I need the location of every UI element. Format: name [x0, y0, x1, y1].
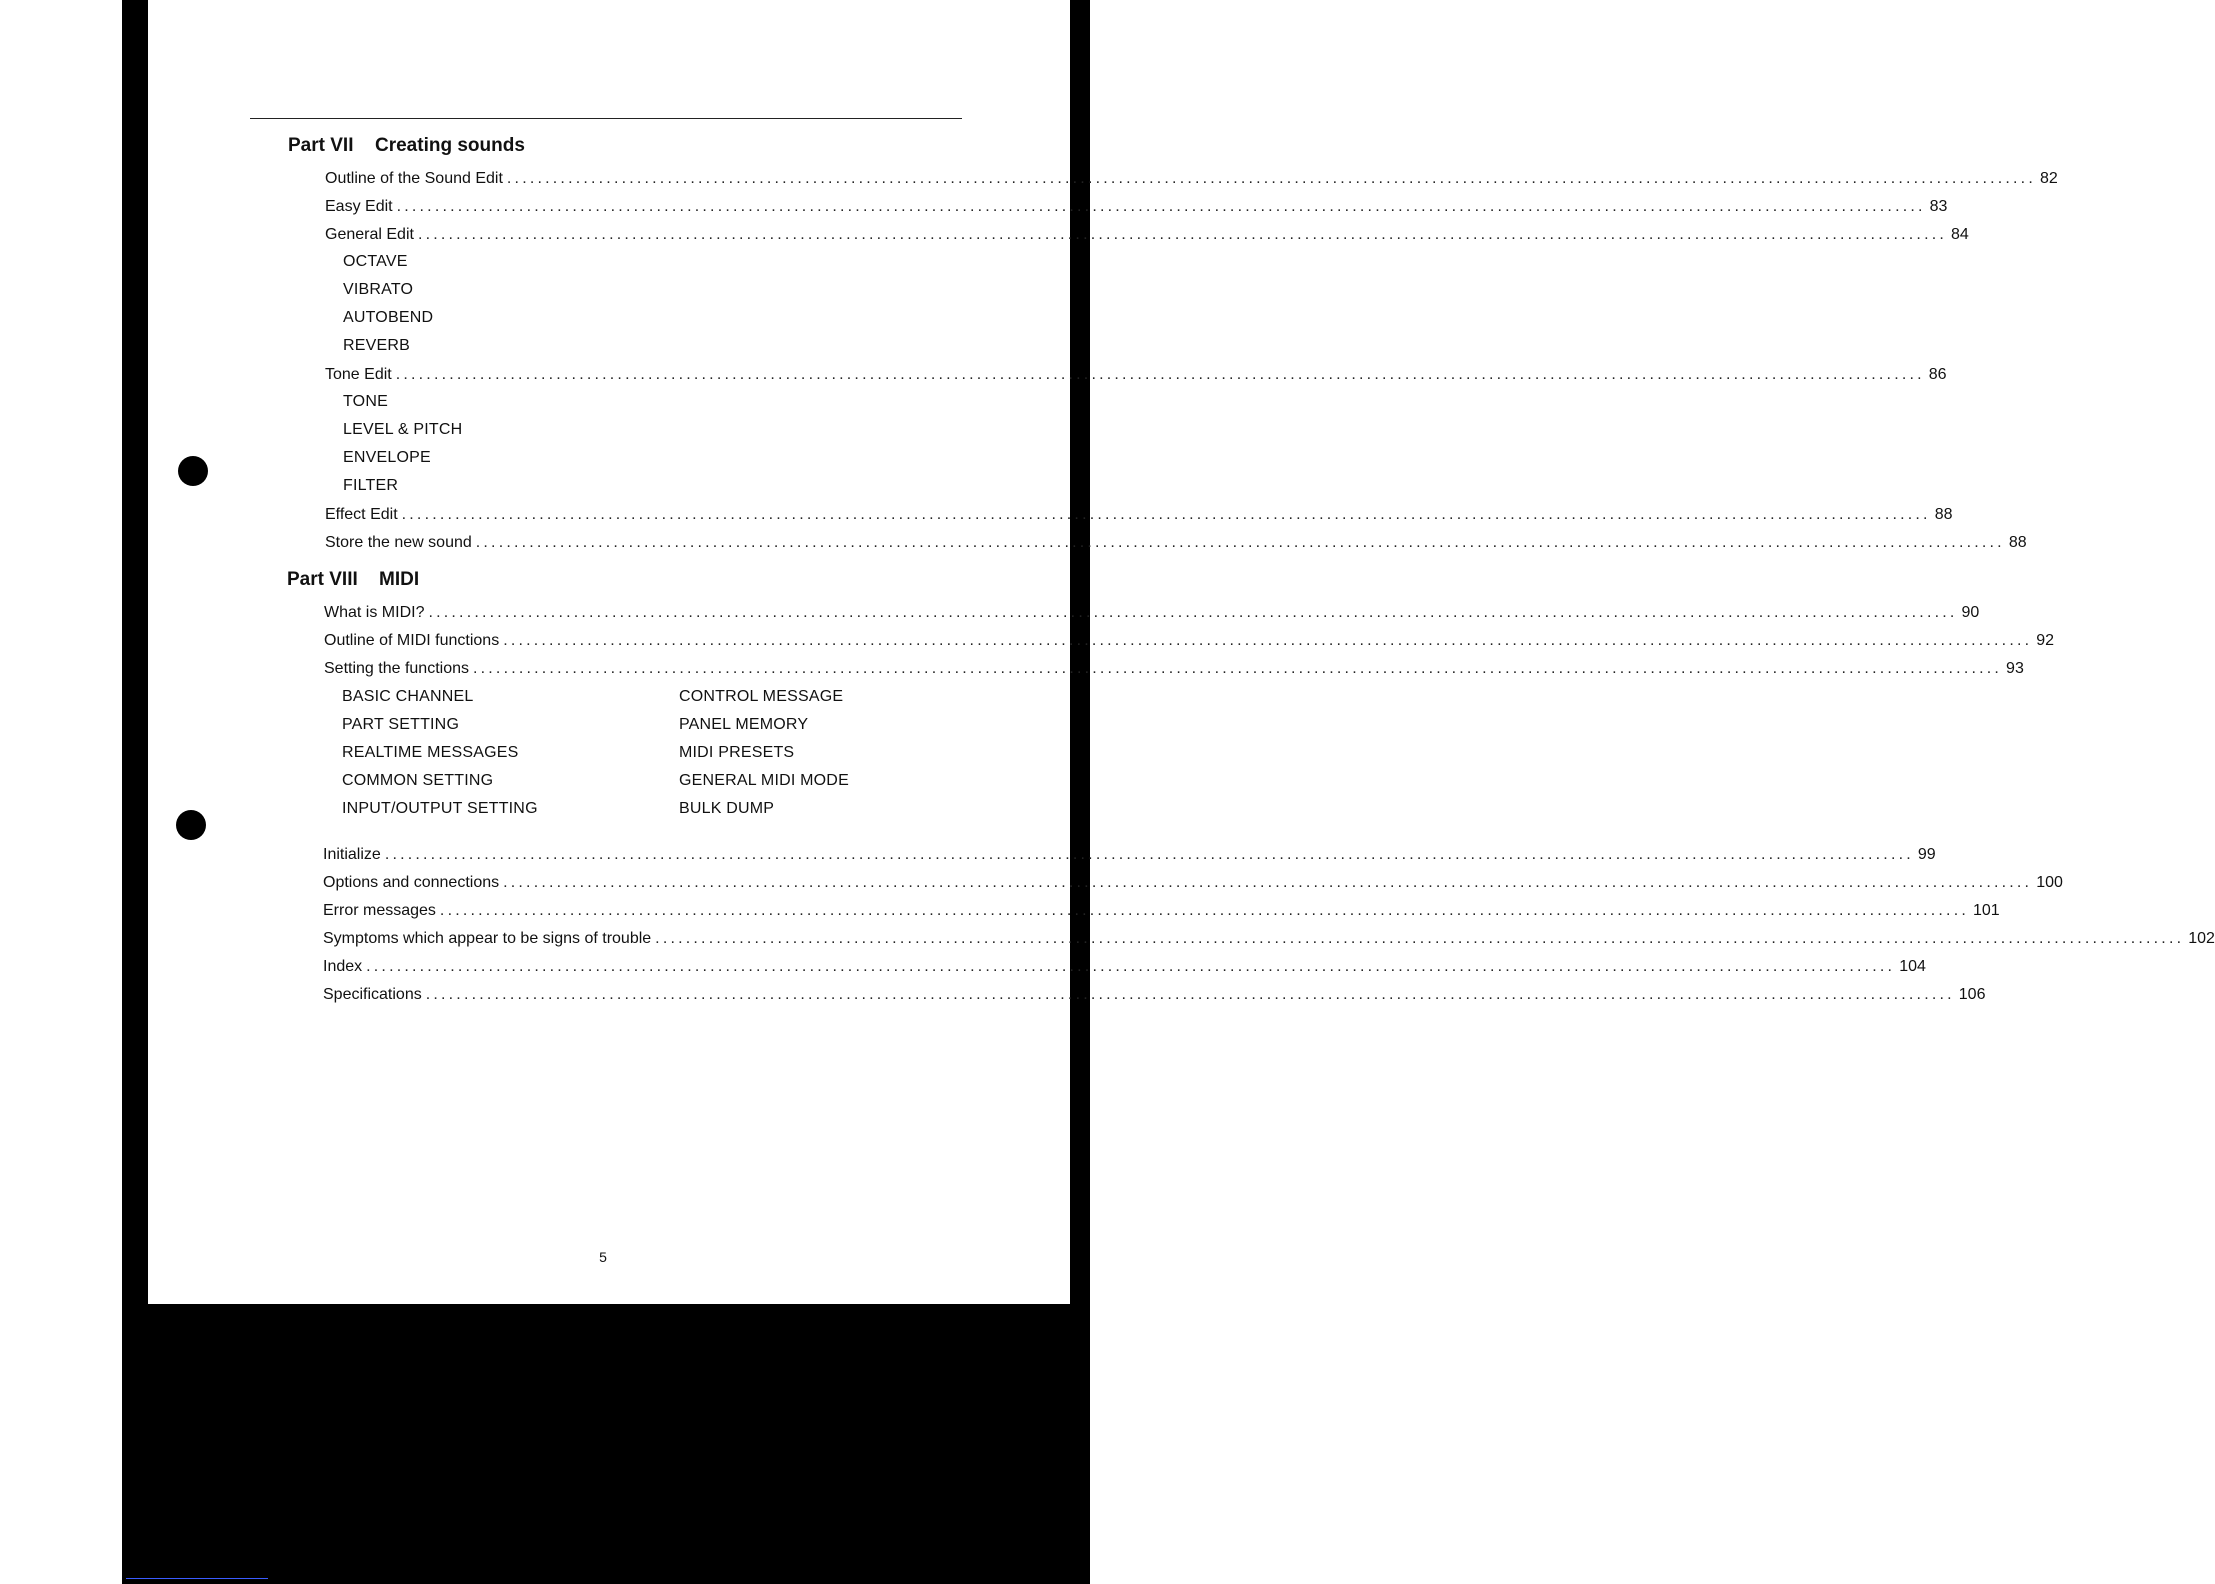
toc-entry-label: Effect Edit: [325, 506, 398, 523]
toc-entry-label: Easy Edit: [325, 198, 393, 215]
leader-dots: ........................................................................................................................................................................................................: [655, 930, 2185, 947]
binder-hole: [176, 810, 206, 840]
toc-entry-page: 102: [2188, 930, 2215, 947]
toc-entry-page: 104: [1899, 958, 1926, 975]
toc-entry[interactable]: [323, 873, 2063, 893]
leader-dots: ........................................................................................................................................................................................................: [401, 506, 1931, 523]
leader-dots: ........................................................................................................................................................................................................: [506, 170, 2036, 187]
toc-entry-page: 93: [2006, 660, 2024, 677]
toc-entry-label: Initialize: [323, 846, 381, 863]
toc-entry-label: Store the new sound: [325, 534, 472, 551]
leader-dots: ........................................................................................................................................................................................................: [503, 632, 2033, 649]
toc-entry-label: Error messages: [323, 902, 436, 919]
toc-entry[interactable]: [325, 533, 2027, 553]
leader-dots: ........................................................................................................................................................................................................: [472, 660, 2003, 677]
toc-entry[interactable]: [325, 365, 1947, 385]
toc-entry-page: 83: [1929, 198, 1948, 215]
toc-entry-page: 82: [2039, 170, 2058, 187]
toc-entry-label: What is MIDI?: [324, 604, 425, 621]
toc-entry-label: Outline of the Sound Edit: [325, 170, 503, 187]
midi-function-item: INPUT/OUTPUT SETTING: [342, 800, 538, 817]
toc-subitem: LEVEL & PITCH: [343, 421, 463, 438]
leader-dots: ........................................................................................................................................................................................................: [428, 604, 1958, 621]
scan-bottom-border: [122, 1304, 1090, 1584]
toc-entry[interactable]: [324, 631, 2055, 651]
part8-heading: [287, 569, 419, 591]
toc-subitem: FILTER: [343, 477, 399, 494]
leader-dots: ........................................................................................................................................................................................................: [425, 986, 1955, 1003]
toc-entry-label: Symptoms which appear to be signs of trouble: [323, 930, 652, 947]
midi-function-item: MIDI PRESETS: [679, 744, 795, 761]
toc-entry-label: Index: [323, 958, 363, 975]
part7-number: Part VII: [288, 135, 354, 156]
part8-title: MIDI: [379, 569, 420, 590]
toc-entry[interactable]: [324, 659, 2024, 679]
midi-function-item: GENERAL MIDI MODE: [679, 772, 849, 789]
toc-entry-page: 90: [1961, 604, 1980, 621]
toc-subitem: VIBRATO: [343, 281, 414, 298]
part7-title: Creating sounds: [375, 135, 525, 156]
page-number: 5: [599, 1249, 607, 1265]
toc-entry-label: Specifications: [323, 986, 422, 1003]
toc-subitem: OCTAVE: [343, 253, 408, 270]
toc-entry-page: 84: [1951, 226, 1969, 243]
toc-entry[interactable]: [323, 929, 2215, 949]
midi-function-item: REALTIME MESSAGES: [342, 744, 519, 761]
leader-dots: ........................................................................................................................................................................................................: [366, 958, 1896, 975]
midi-function-item: PART SETTING: [342, 716, 460, 733]
toc-entry[interactable]: [323, 901, 2000, 921]
toc-entry[interactable]: [325, 225, 1969, 245]
leader-dots: ........................................................................................................................................................................................................: [439, 902, 1969, 919]
toc-entry-page: 88: [1934, 506, 1953, 523]
toc-entry-label: General Edit: [325, 226, 414, 243]
part8-number: Part VIII: [287, 569, 358, 590]
toc-entry-page: 88: [2008, 534, 2027, 551]
midi-function-item: COMMON SETTING: [342, 772, 494, 789]
toc-subitem: TONE: [343, 393, 388, 410]
toc-entry[interactable]: [323, 985, 1986, 1005]
toc-subitem: REVERB: [343, 337, 410, 354]
toc-entry[interactable]: [325, 169, 2058, 189]
toc-entry[interactable]: [325, 505, 1953, 525]
leader-dots: ........................................................................................................................................................................................................: [475, 534, 2005, 551]
midi-function-item: PANEL MEMORY: [679, 716, 809, 733]
toc-entry[interactable]: [323, 957, 1926, 977]
toc-entry-page: 86: [1928, 366, 1947, 383]
toc-entry-page: 99: [1917, 846, 1936, 863]
toc-entry[interactable]: [323, 845, 1936, 865]
toc-entry-page: 100: [2036, 874, 2063, 891]
midi-function-item: CONTROL MESSAGE: [679, 688, 844, 705]
toc-entry-label: Outline of MIDI functions: [324, 632, 500, 649]
scan-artifact-line: [126, 1578, 268, 1579]
toc-entry-page: 106: [1958, 986, 1986, 1003]
binder-hole: [178, 456, 208, 486]
leader-dots: ........................................................................................................................................................................................................: [503, 874, 2033, 891]
header-rule: [250, 118, 962, 119]
leader-dots: ........................................................................................................................................................................................................: [396, 198, 1926, 215]
part7-heading: [288, 135, 525, 157]
toc-entry-page: 101: [1972, 902, 2000, 919]
toc-entry[interactable]: [324, 603, 1980, 623]
leader-dots: ........................................................................................................................................................................................................: [417, 226, 1947, 243]
midi-function-item: BULK DUMP: [679, 800, 775, 817]
leader-dots: ........................................................................................................................................................................................................: [384, 846, 1914, 863]
toc-entry-label: Options and connections: [323, 874, 500, 891]
toc-entry-label: Setting the functions: [324, 660, 469, 677]
leader-dots: ........................................................................................................................................................................................................: [395, 366, 1925, 383]
toc-entry[interactable]: [325, 197, 1948, 217]
toc-entry-page: 92: [2036, 632, 2055, 649]
toc-entry-label: Tone Edit: [325, 366, 392, 383]
midi-function-item: BASIC CHANNEL: [342, 688, 474, 705]
toc-subitem: ENVELOPE: [343, 449, 431, 466]
toc-subitem: AUTOBEND: [343, 309, 434, 326]
